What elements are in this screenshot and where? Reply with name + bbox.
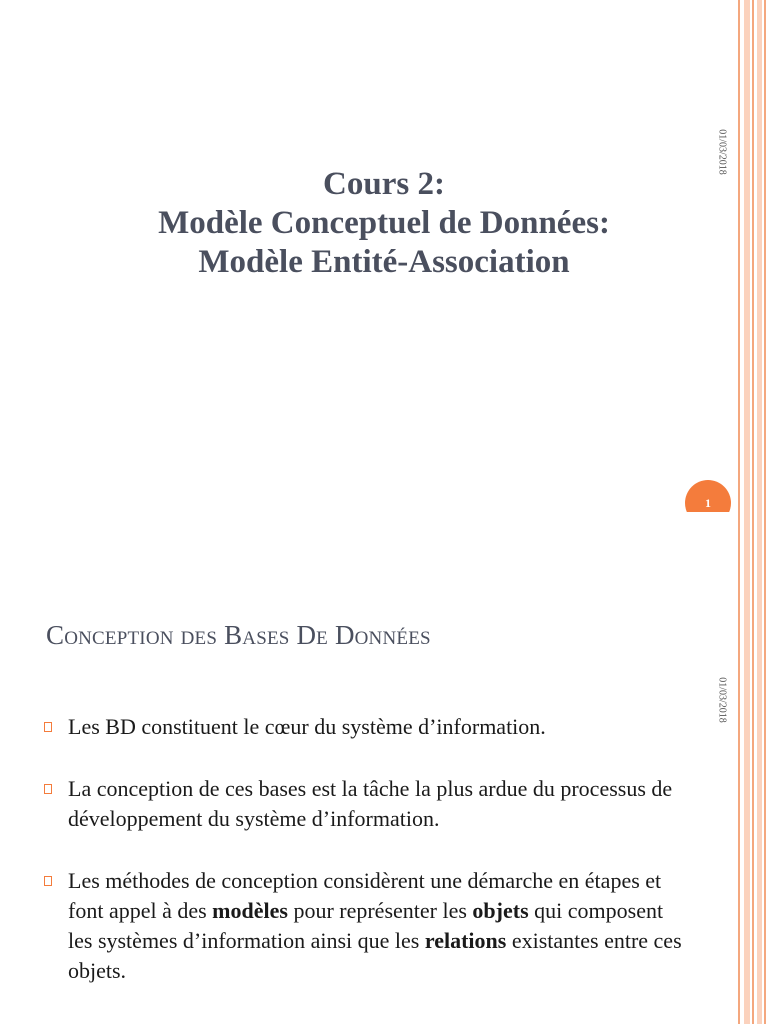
bullet-text: Les méthodes de conception considèrent une démarche en étapes et font appel à des [68,868,662,923]
title-line: Cours 2: [323,166,445,202]
bullet-item [44,712,684,742]
bullet-text: Les BD constituent le cœur du système d’information. [68,714,546,739]
bullet-text: La conception de ces bases est la tâche la plus ardue du processus de développement du système d’information. [68,776,673,831]
page-number-badge: 1 [685,480,731,512]
edge-stripe [764,512,766,1024]
bullet-list [44,712,684,1018]
title-line: Modèle Entité-Association [198,244,570,280]
edge-stripe [752,512,754,1024]
bullet-item [44,774,684,834]
hollow-square-bullet-icon [44,876,52,886]
hollow-square-bullet-icon [44,722,52,732]
bold-keyword: relations [424,928,507,953]
title-line: Modèle Conceptuel de Données: [158,205,610,241]
slide-date: 01/03/2018 [716,677,728,723]
bold-keyword: objets [472,898,529,923]
bold-keyword: modèles [212,898,288,923]
bullet-item [44,866,684,986]
bullet-text: pour représenter les [287,898,473,923]
section-title: Conception des Bases De Données [46,620,431,650]
slide-title [0,165,768,282]
edge-stripe [757,512,762,1024]
bullet-text: qui composent les systèmes d’information ainsi que les [68,898,664,953]
edge-stripe [744,512,750,1024]
slide-date: 01/03/2018 [716,129,728,175]
slide-2 [0,512,768,1024]
hollow-square-bullet-icon [44,784,52,794]
bullet-text: existantes entre ces objets. [68,928,682,983]
edge-stripe [738,512,740,1024]
